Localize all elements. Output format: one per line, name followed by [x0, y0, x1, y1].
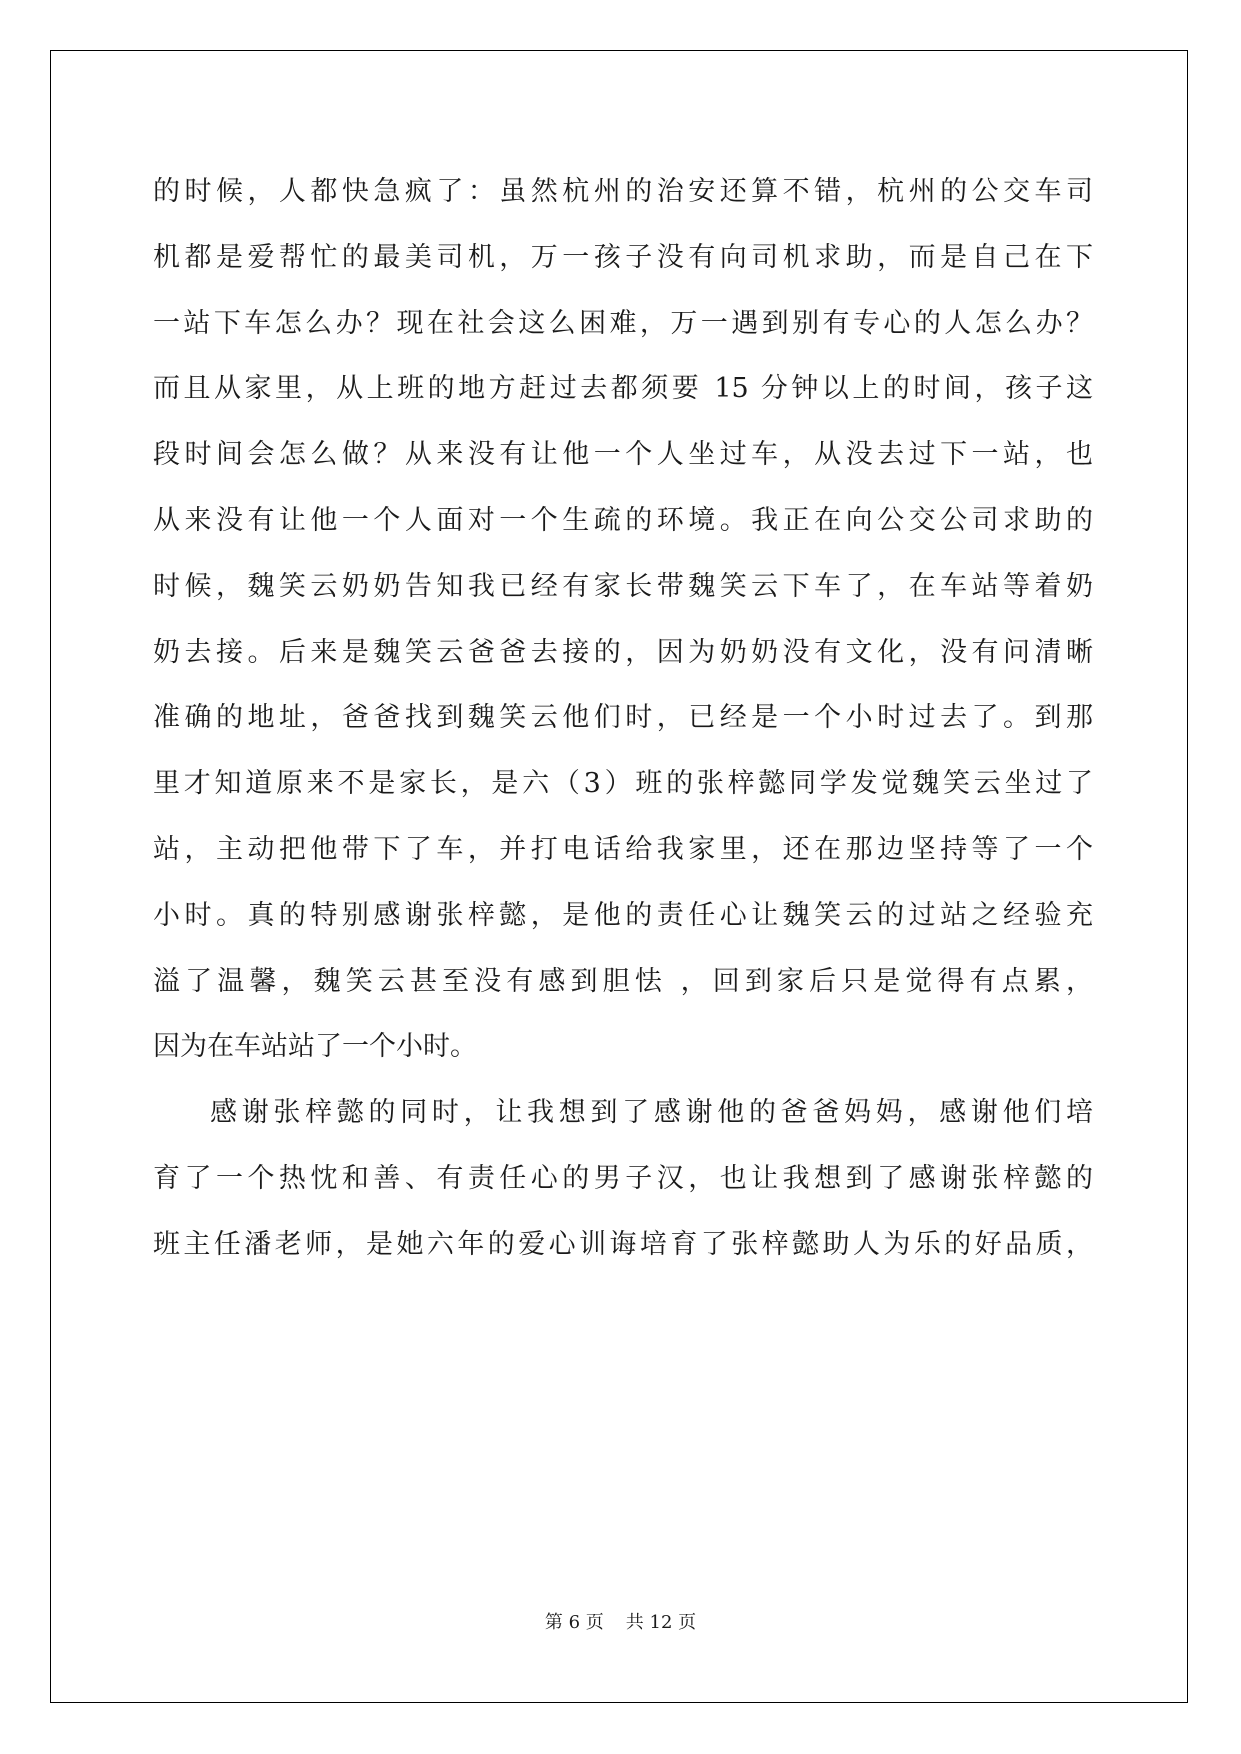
text-line: 里才知道原来不是家长，是六（3）班的张梓懿同学发觉魏笑云坐过了 [153, 768, 1093, 800]
page-footer [0, 1608, 1241, 1634]
text-line: 的时候，人都快急疯了：虽然杭州的治安还算不错，杭州的公交车司 [153, 176, 1093, 207]
text-line: 奶去接。后来是魏笑云爸爸去接的，因为奶奶没有文化，没有问清晰 [153, 636, 1093, 668]
text-line: 溢了温馨，魏笑云甚至没有感到胆怯 ，回到家后只是觉得有点累， [153, 965, 1093, 997]
text-line: 准确的地址，爸爸找到魏笑云他们时，已经是一个小时过去了。到那 [153, 702, 1093, 734]
text-line: 站，主动把他带下了车，并打电话给我家里，还在那边坚持等了一个 [153, 833, 1093, 865]
text-line: 时候，魏笑云奶奶告知我已经有家长带魏笑云下车了，在车站等着奶 [153, 570, 1093, 602]
paragraph-end-line: 因为在车站站了一个小时。 [153, 1031, 477, 1063]
text-line: 段时间会怎么做？从来没有让他一个人坐过车，从没去过下一站，也 [153, 439, 1093, 471]
text-line: 班主任潘老师，是她六年的爱心训诲培育了张梓懿助人为乐的好品质， [153, 1228, 1093, 1260]
text-line: 而且从家里，从上班的地方赶过去都须要 15 分钟以上的时间，孩子这 [153, 373, 1093, 405]
text-line: 育了一个热忱和善、有责任心的男子汉，也让我想到了感谢张梓懿的 [153, 1162, 1093, 1194]
paragraph-start-line: 感谢张梓懿的同时，让我想到了感谢他的爸爸妈妈，感谢他们培 [210, 1097, 1093, 1129]
page-total: 共 12 页 [625, 1612, 697, 1633]
page-number: 第 6 页 [544, 1612, 604, 1633]
text-line: 一站下车怎么办？现在社会这么困难，万一遇到别有专心的人怎么办？ [153, 307, 1093, 339]
text-line: 机都是爱帮忙的最美司机，万一孩子没有向司机求助，而是自己在下 [153, 241, 1093, 273]
document-body [153, 159, 1093, 1278]
text-line: 从来没有让他一个人面对一个生疏的环境。我正在向公交公司求助的 [153, 504, 1093, 536]
text-line: 小时。真的特别感谢张梓懿，是他的责任心让魏笑云的过站之经验充 [153, 899, 1093, 931]
